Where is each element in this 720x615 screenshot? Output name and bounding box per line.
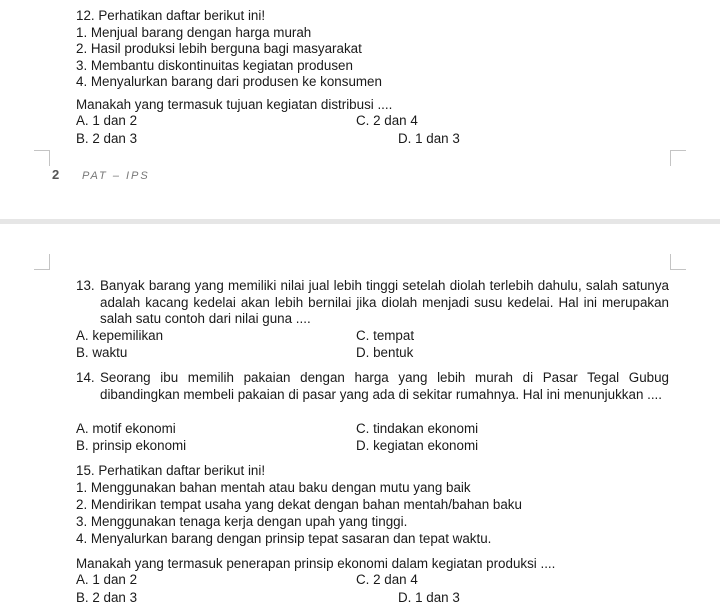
q14-number: 14.	[76, 370, 95, 385]
q12-item-1: 1. Menjual barang dengan harga murah	[76, 25, 312, 40]
q15-option-a: A. 1 dan 2	[76, 572, 138, 587]
q12-option-c: C. 2 dan 4	[356, 113, 418, 128]
q14-text: Seorang ibu memilih pakaian dengan harga yang lebih murah di Pasar Tegal Gubug dibandingkan membeli pakaian di pasar yang ada di sekitar rumahnya. Hal ini menunjukkan ....	[100, 370, 669, 402]
page-separator	[0, 219, 720, 224]
q13-option-b: B. waktu	[76, 345, 128, 360]
q14-option-c: C. tindakan ekonomi	[356, 421, 479, 436]
q12-item-2: 2. Hasil produksi lebih berguna bagi masyarakat	[76, 41, 362, 56]
q12-question: Manakah yang termasuk tujuan kegiatan distribusi ....	[76, 97, 393, 112]
q15-item-3: 3. Menggunakan tenaga kerja dengan upah yang tinggi.	[76, 514, 408, 529]
q15-option-d: D. 1 dan 3	[398, 590, 460, 605]
crop-mark-top-left-vertical	[49, 254, 50, 270]
q14-option-d: D. kegiatan ekonomi	[356, 438, 479, 453]
q12-option-a: A. 1 dan 2	[76, 113, 138, 128]
q14-option-a: A. motif ekonomi	[76, 421, 176, 436]
crop-mark-right	[670, 150, 686, 151]
crop-mark-left	[34, 150, 50, 151]
q13-option-a: A. kepemilikan	[76, 328, 164, 343]
q13-option-c: C. tempat	[356, 328, 415, 343]
footer-subject: PAT – IPS	[82, 170, 150, 182]
q13-option-d: D. bentuk	[356, 345, 414, 360]
q12-item-4: 4. Menyalurkan barang dari produsen ke konsumen	[76, 74, 382, 89]
q12-title: 12. Perhatikan daftar berikut ini!	[76, 8, 266, 23]
q15-question: Manakah yang termasuk penerapan prinsip ekonomi dalam kegiatan produksi ....	[76, 556, 556, 571]
crop-mark-left-vertical	[49, 150, 50, 166]
q12-item-3: 3. Membantu diskontinuitas kegiatan produsen	[76, 58, 353, 73]
q15-item-1: 1. Menggunakan bahan mentah atau baku dengan mutu yang baik	[76, 480, 471, 495]
q15-option-b: B. 2 dan 3	[76, 590, 138, 605]
crop-mark-right-vertical	[670, 150, 671, 166]
q13-text: Banyak barang yang memiliki nilai jual lebih tinggi setelah diolah terlebih dahulu, salah satunya adalah kacang kedelai akan lebih bernilai jika diolah menjadi susu kedelai. Hal ini merupakan salah satu contoh dari nilai guna ....	[100, 278, 669, 326]
q12-option-d: D. 1 dan 3	[398, 131, 460, 146]
q12-option-b: B. 2 dan 3	[76, 131, 138, 146]
crop-mark-top-right-vertical	[670, 254, 671, 270]
page-number: 2	[52, 167, 60, 182]
q15-item-4: 4. Menyalurkan barang dengan prinsip tepat sasaran dan tepat waktu.	[76, 531, 492, 546]
q13-number: 13.	[76, 278, 95, 293]
q14-option-b: B. prinsip ekonomi	[76, 438, 187, 453]
q15-item-2: 2. Mendirikan tempat usaha yang dekat dengan bahan mentah/bahan baku	[76, 497, 522, 512]
crop-mark-top-left	[34, 269, 50, 270]
q15-title: 15. Perhatikan daftar berikut ini!	[76, 463, 266, 478]
q15-option-c: C. 2 dan 4	[356, 572, 418, 587]
crop-mark-top-right	[670, 269, 686, 270]
